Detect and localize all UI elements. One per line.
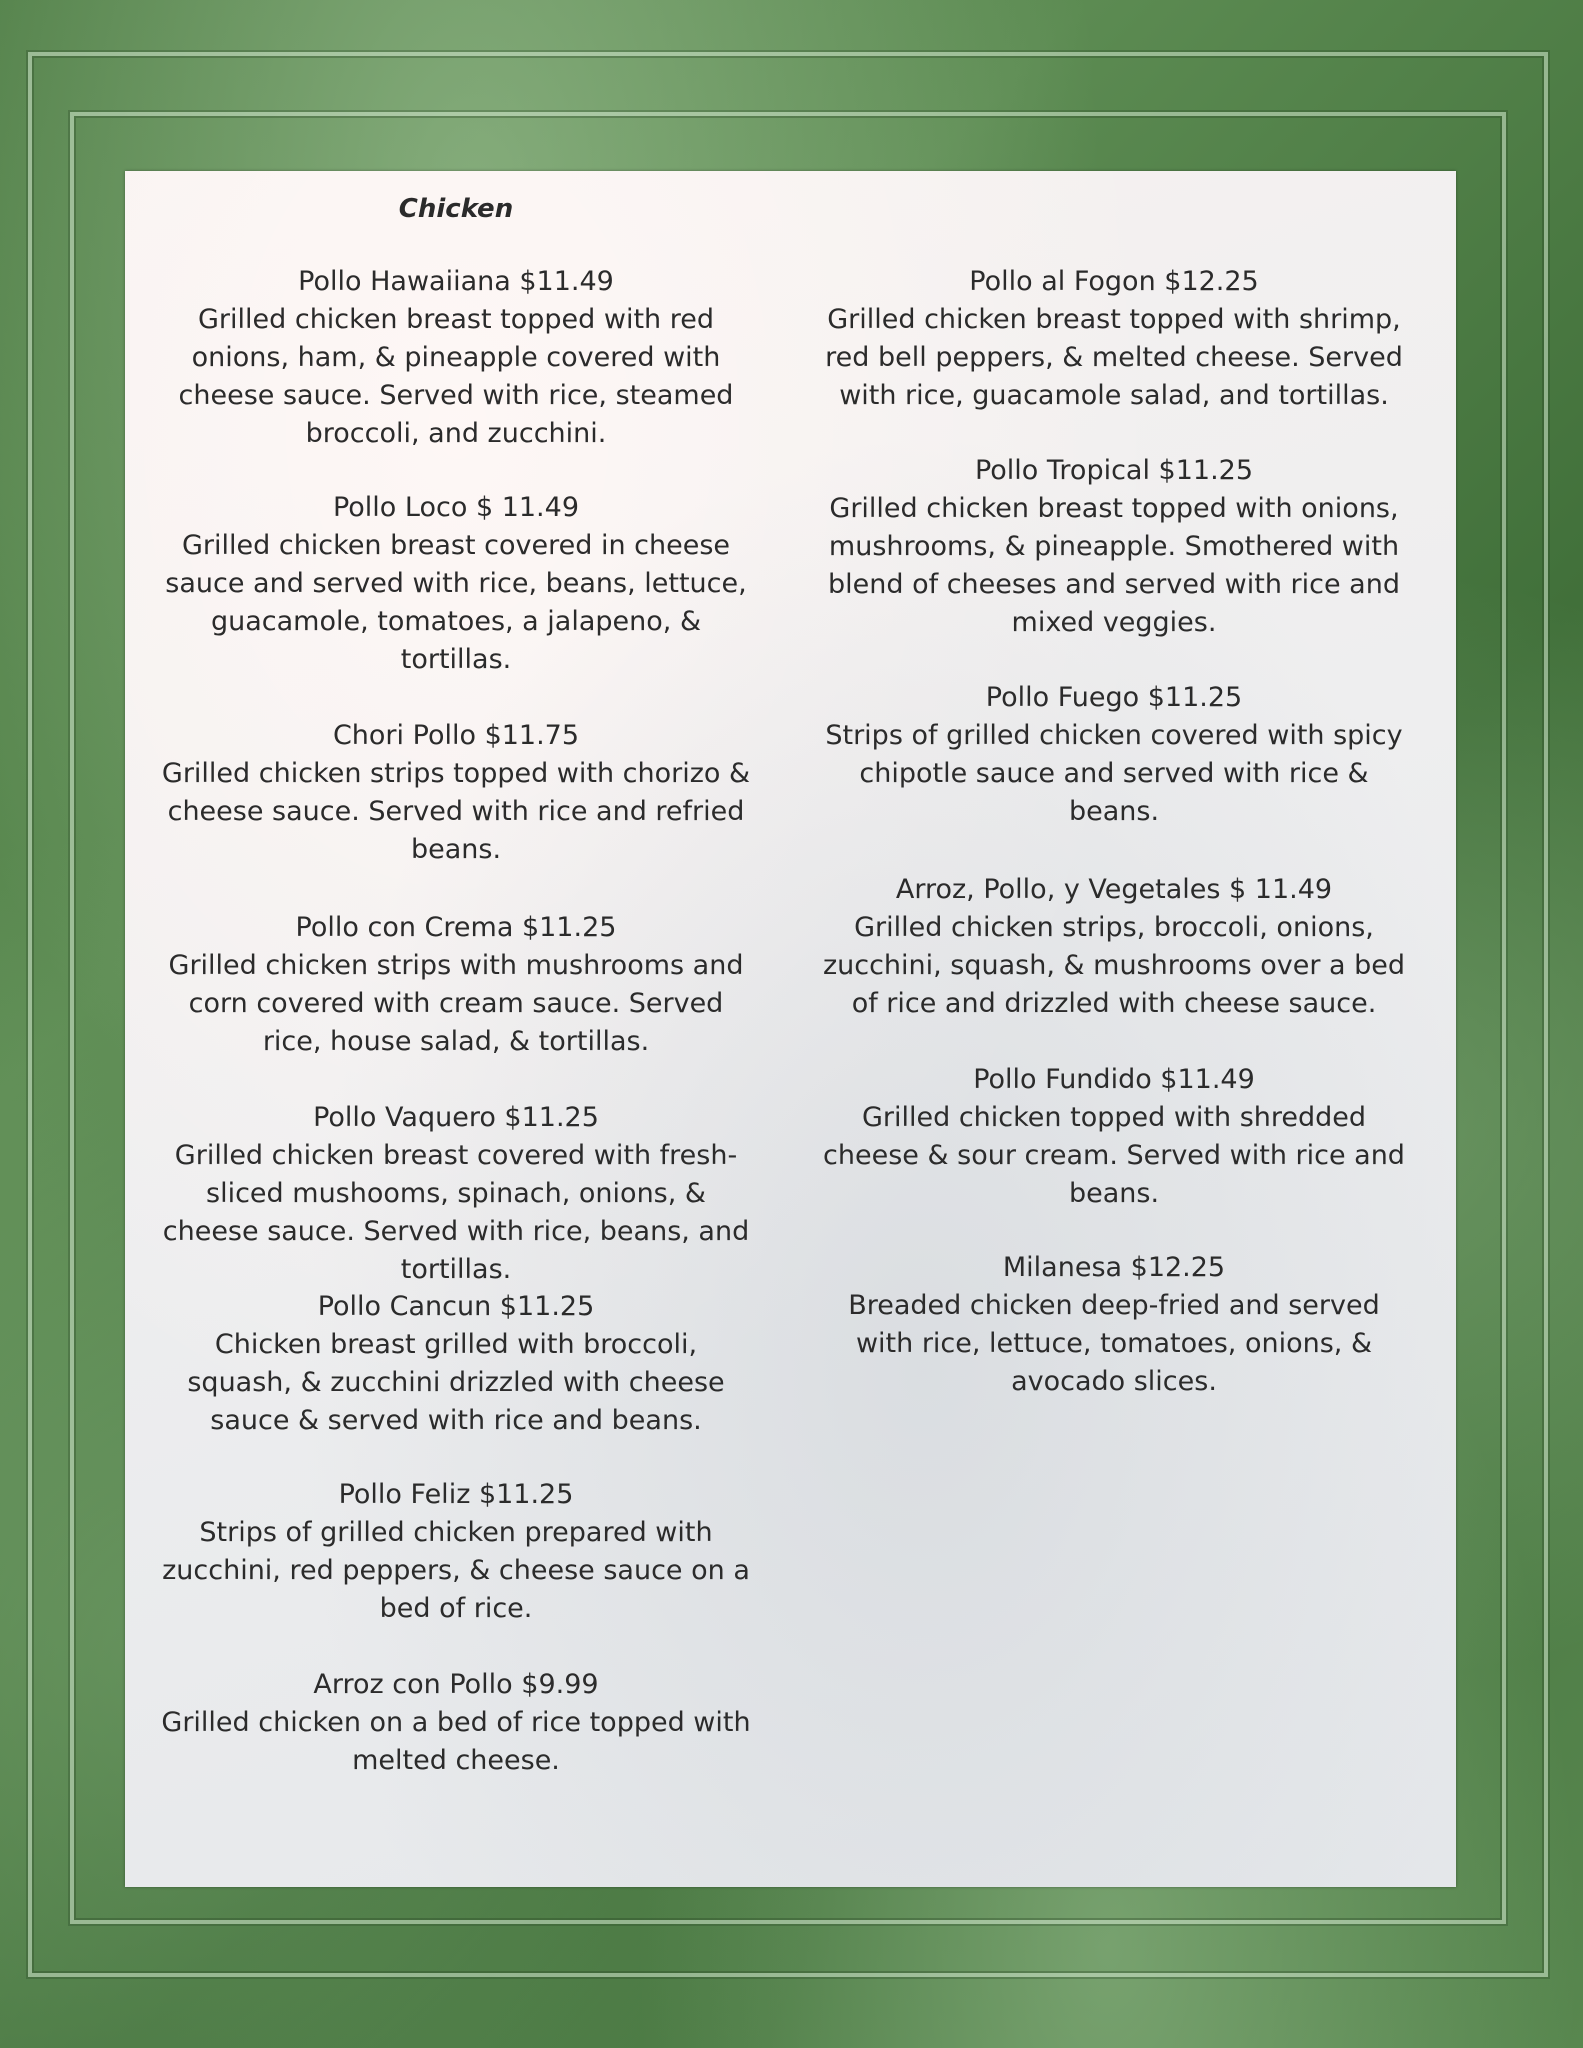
menu-item-name: Pollo Tropical $11.25 (974, 455, 1254, 486)
section-title: Chicken (398, 194, 514, 224)
menu-item-description: Strips of grilled chicken covered with spicy chipotle sauce and served with rice & beans. (825, 720, 1403, 827)
menu-item (819, 452, 1409, 642)
menu-item (819, 871, 1409, 1023)
menu-item-description: Grilled chicken breast topped with onions, mushrooms, & pineapple. Smothered with blend of cheeses and served with rice and mixed veggies. (828, 493, 1400, 638)
menu-item (819, 679, 1409, 831)
menu-item-name: Pollo con Crema $11.25 (295, 912, 617, 943)
menu-item-description: Grilled chicken topped with shredded cheese & sour cream. Served with rice and beans. (823, 1102, 1405, 1209)
menu-item-description: Grilled chicken strips, broccoli, onions, zucchini, squash, & mushrooms over a bed of rice and drizzled with cheese sauce. (822, 912, 1406, 1019)
menu-item (819, 1249, 1409, 1401)
menu-page (125, 171, 1456, 1887)
menu-item-name: Pollo al Fogon $12.25 (969, 266, 1259, 297)
menu-item-description: Grilled chicken strips with mushrooms and corn covered with cream sauce. Served rice, house salad, & tortillas. (168, 950, 744, 1057)
menu-item (161, 1666, 751, 1780)
menu-item-description: Grilled chicken strips topped with chorizo & cheese sauce. Served with rice and refried beans. (161, 758, 751, 865)
menu-item-name: Arroz con Pollo $9.99 (313, 1669, 599, 1700)
menu-item-name: Pollo Fuego $11.25 (985, 682, 1243, 713)
menu-item-description: Grilled chicken breast covered with fresh-sliced mushooms, spinach, onions, & cheese sauce. Served with rice, beans, and tortillas. (162, 1140, 750, 1285)
menu-item-description: Grilled chicken on a bed of rice topped with melted cheese. (161, 1707, 751, 1776)
menu-item-name: Pollo Feliz $11.25 (338, 1479, 574, 1510)
menu-item-description: Grilled chicken breast topped with red onions, ham, & pineapple covered with cheese sauce. Served with rice, steamed broccoli, and zucchini. (178, 304, 734, 449)
menu-item (161, 263, 751, 453)
menu-item (161, 909, 751, 1061)
menu-item-name: Chori Pollo $11.75 (332, 720, 580, 751)
menu-item-name: Pollo Loco $ 11.49 (332, 492, 580, 523)
menu-item-description: Grilled chicken breast covered in cheese sauce and served with rice, beans, lettuce, guacamole, tomatoes, a jalapeno, & tortillas. (165, 530, 747, 675)
menu-item (161, 1288, 751, 1440)
menu-item-name: Pollo Vaquero $11.25 (313, 1102, 599, 1133)
menu-item-name: Pollo Cancun $11.25 (317, 1291, 595, 1322)
menu-item-name: Pollo Hawaiiana $11.49 (298, 266, 614, 297)
menu-item-name: Pollo Fundido $11.49 (973, 1064, 1255, 1095)
menu-item (161, 489, 751, 679)
menu-item-name: Milanesa $12.25 (1002, 1252, 1226, 1283)
menu-item (161, 717, 751, 869)
menu-item-description: Grilled chicken breast topped with shrimp, red bell peppers, & melted cheese. Served with rice, guacamole salad, and tortillas. (825, 304, 1403, 411)
menu-item (161, 1476, 751, 1628)
menu-item (161, 1099, 751, 1289)
menu-item-name: Arroz, Pollo, y Vegetales $ 11.49 (895, 874, 1333, 905)
menu-item-description: Breaded chicken deep-fried and served with rice, lettuce, tomatoes, onions, & avocado slices. (848, 1290, 1380, 1397)
menu-item (819, 1061, 1409, 1213)
menu-item-description: Chicken breast grilled with broccoli, squash, & zucchini drizzled with cheese sauce & served with rice and beans. (187, 1329, 725, 1436)
menu-item (819, 263, 1409, 415)
menu-item-description: Strips of grilled chicken prepared with zucchini, red peppers, & cheese sauce on a bed of rice. (162, 1517, 750, 1624)
